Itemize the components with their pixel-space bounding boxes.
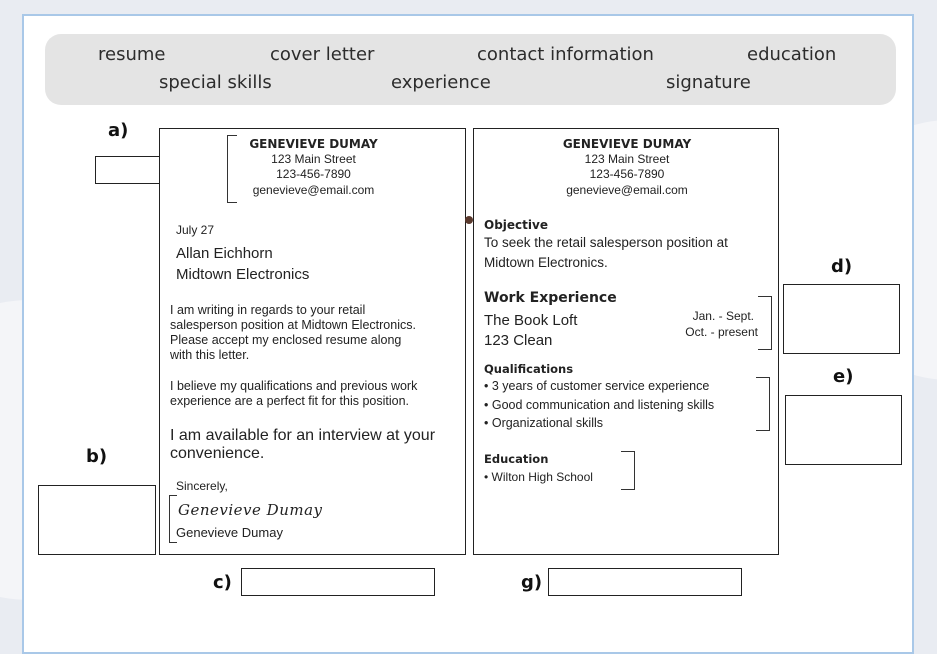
cover-letter-page <box>159 128 466 555</box>
qualification-item: • Organizational skills <box>484 416 604 430</box>
job-date: Jan. - Sept. <box>692 309 754 323</box>
word-bank-experience[interactable]: experience <box>391 72 491 93</box>
job-entry: The Book Loft <box>484 312 578 329</box>
worksheet-frame <box>22 14 914 654</box>
experience-bracket <box>758 296 772 350</box>
label-d: d) <box>831 256 853 277</box>
job-date: Oct. - present <box>685 325 758 339</box>
label-c: c) <box>213 572 232 593</box>
qualifications-heading: Qualifications <box>484 362 574 376</box>
resume-name: GENEVIEVE DUMAY <box>562 137 692 151</box>
word-bank-contact-information[interactable]: contact information <box>477 44 654 65</box>
label-a: a) <box>108 120 129 141</box>
word-bank-education[interactable]: education <box>747 44 837 65</box>
education-bracket <box>621 451 635 490</box>
qualifications-bracket <box>756 377 770 431</box>
label-b: b) <box>86 446 108 467</box>
objective-line: To seek the retail salesperson position at <box>484 235 728 250</box>
letter-para1-line: salesperson position at Midtown Electronics. <box>170 318 416 332</box>
center-dot <box>465 216 473 224</box>
letter-para3-line: I am available for an interview at your <box>170 427 436 444</box>
cover-letter-email: genevieve@email.com <box>252 183 375 197</box>
letter-closing: Sincerely, <box>176 479 228 493</box>
cover-letter-phone: 123-456-7890 <box>276 167 351 181</box>
work-experience-heading: Work Experience <box>484 290 617 306</box>
resume-phone: 123-456-7890 <box>589 167 665 181</box>
letter-para2-line: experience are a perfect fit for this position. <box>170 394 410 408</box>
word-bank-resume[interactable]: resume <box>98 44 166 65</box>
word-bank-signature[interactable]: signature <box>666 72 751 93</box>
handwritten-signature: Genevieve Dumay <box>178 501 323 519</box>
letter-para1-line: I am writing in regards to your retail <box>170 303 366 317</box>
letter-para1-line: with this letter. <box>170 348 250 362</box>
objective-heading: Objective <box>484 218 548 232</box>
word-bank-cover-letter[interactable]: cover letter <box>270 44 375 65</box>
answer-box-c[interactable] <box>241 568 435 596</box>
label-e: e) <box>833 366 854 387</box>
answer-box-d[interactable] <box>783 284 900 354</box>
letter-recipient: Allan Eichhorn <box>176 245 273 262</box>
education-item: • Wilton High School <box>484 470 593 484</box>
letter-para1-line: Please accept my enclosed resume along <box>170 333 402 347</box>
word-bank-special-skills[interactable]: special skills <box>159 72 272 93</box>
qualification-item: • 3 years of customer service experience <box>484 379 710 393</box>
qualification-item: • Good communication and listening skills <box>484 398 715 412</box>
label-g: g) <box>521 572 543 593</box>
job-entry: 123 Clean <box>484 332 553 349</box>
cover-letter-address: 123 Main Street <box>271 152 356 166</box>
resume-page <box>473 128 779 555</box>
cover-letter-name: GENEVIEVE DUMAY <box>249 137 378 151</box>
letter-signed-name: Genevieve Dumay <box>176 525 283 540</box>
objective-line: Midtown Electronics. <box>484 255 608 270</box>
resume-address: 123 Main Street <box>584 152 670 166</box>
education-heading: Education <box>484 452 549 466</box>
word-bank <box>45 34 896 105</box>
resume-email: genevieve@email.com <box>566 183 688 197</box>
answer-box-e[interactable] <box>785 395 902 465</box>
letter-para3-line: convenience. <box>170 445 265 462</box>
letter-date: July 27 <box>176 223 215 237</box>
letter-company: Midtown Electronics <box>176 266 310 283</box>
answer-box-b[interactable] <box>38 485 156 555</box>
letter-para2-line: I believe my qualifications and previous work <box>170 379 418 393</box>
answer-box-g[interactable] <box>548 568 742 596</box>
